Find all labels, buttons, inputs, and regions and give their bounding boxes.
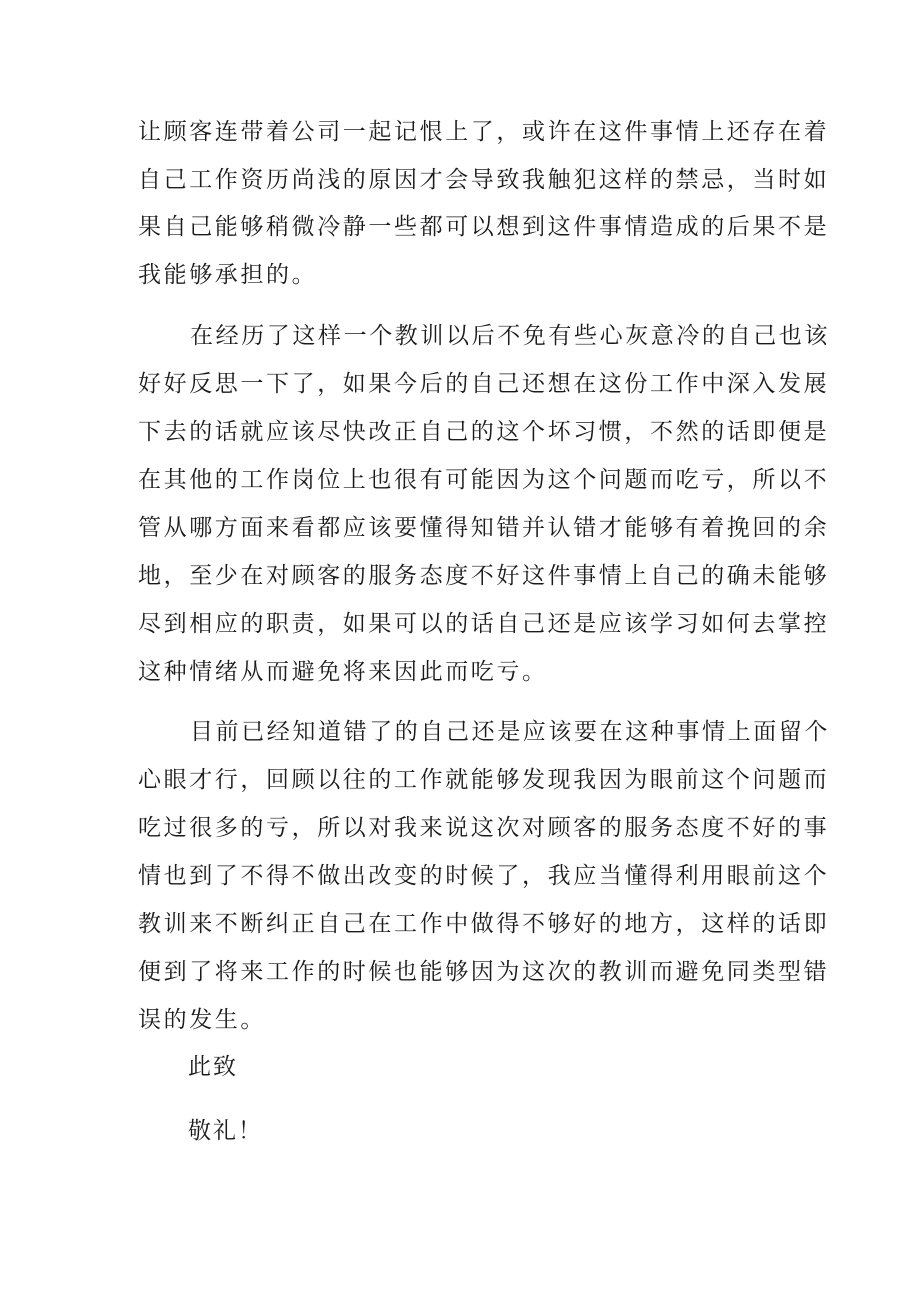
paragraph-3-line-4: 情也到了不得不做出改变的时候了，我应当懂得利用眼前这个	[138, 863, 830, 889]
paragraph-3-line-5: 教训来不断纠正自己在工作中做得不够好的地方，这样的话即	[138, 911, 830, 937]
paragraph-2-line-8: 这种情绪从而避免将来因此而吃亏。	[138, 659, 548, 685]
paragraph-2-line-4: 在其他的工作岗位上也很有可能因为这个问题而吃亏，所以不	[138, 467, 830, 493]
paragraph-2-line-5: 管从哪方面来看都应该要懂得知错并认错才能够有着挽回的余	[138, 515, 830, 541]
paragraph-2-line-3: 下去的话就应该尽快改正自己的这个坏习惯，不然的话即便是	[138, 419, 830, 445]
paragraph-2-line-2: 好好反思一下了，如果今后的自己还想在这份工作中深入发展	[138, 371, 830, 397]
closing-salutation: 此致	[188, 1054, 238, 1080]
paragraph-3-line-3: 吃过很多的亏，所以对我来说这次对顾客的服务态度不好的事	[138, 815, 830, 841]
paragraph-3-line-2: 心眼才行，回顾以往的工作就能够发现我因为眼前这个问题而	[138, 767, 830, 793]
closing-regards: 敬礼！	[188, 1118, 263, 1144]
paragraph-3-line-1: 目前已经知道错了的自己还是应该要在这种事情上面留个	[190, 719, 830, 745]
paragraph-1-line-1: 让顾客连带着公司一起记恨上了，或许在这件事情上还存在着	[138, 119, 830, 145]
paragraph-1-line-2: 自己工作资历尚浅的原因才会导致我触犯这样的禁忌，当时如	[138, 167, 830, 193]
paragraph-1-line-4: 我能够承担的。	[138, 262, 318, 288]
paragraph-3-line-7: 误的发生。	[138, 1007, 266, 1033]
paragraph-2-line-6: 地，至少在对顾客的服务态度不好这件事情上自己的确未能够	[138, 563, 830, 589]
paragraph-2-line-7: 尽到相应的职责，如果可以的话自己还是应该学习如何去掌控	[138, 611, 830, 637]
paragraph-2-line-1: 在经历了这样一个教训以后不免有些心灰意冷的自己也该	[190, 323, 830, 349]
paragraph-1-line-3: 果自己能够稍微冷静一些都可以想到这件事情造成的后果不是	[138, 214, 830, 240]
paragraph-3-line-6: 便到了将来工作的时候也能够因为这次的教训而避免同类型错	[138, 959, 830, 985]
